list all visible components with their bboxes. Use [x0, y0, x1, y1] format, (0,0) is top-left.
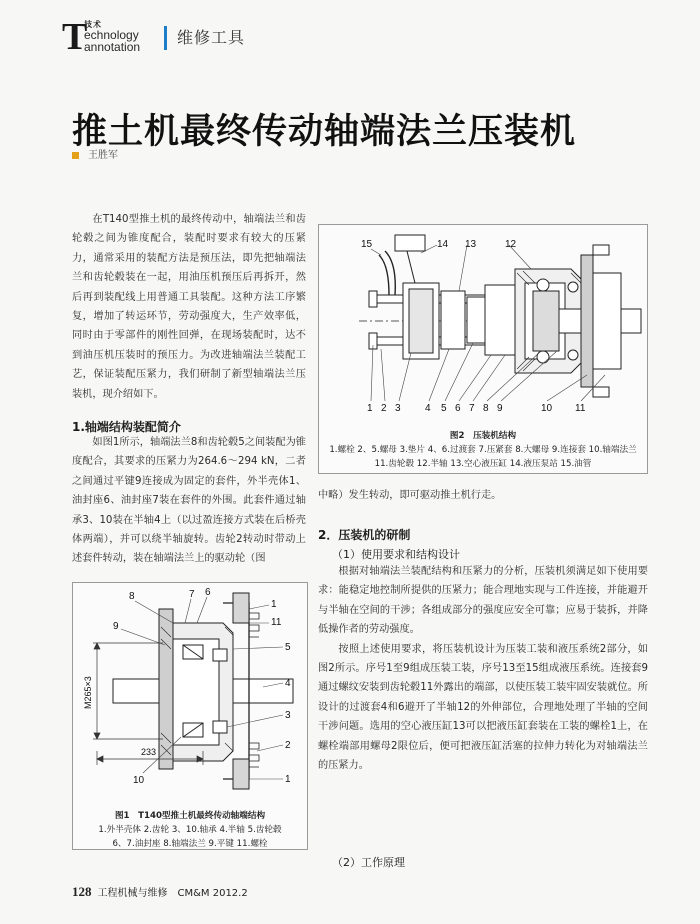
fig2-label-2: 2 [381, 403, 387, 414]
fig1-label-11: 11 [271, 617, 282, 628]
fig1-label-8: 8 [129, 591, 135, 602]
article-author [72, 146, 118, 161]
figure1-caption-line1: 1.外半壳体 2.齿轮 3、10.轴承 4.半轴 5.齿轮毂 [98, 825, 282, 835]
fig1-label-6: 6 [205, 587, 211, 598]
section1-heading: 1.轴端结构装配简介 [72, 420, 181, 434]
fig1-label-3: 3 [285, 710, 291, 721]
fig1-label-7: 7 [189, 589, 195, 600]
article-title: 推土机最终传动轴端法兰压装机 [72, 111, 577, 152]
figure2-drawing [319, 225, 645, 421]
fig2-label-9: 9 [497, 403, 503, 414]
fig2-label-3: 3 [395, 403, 401, 414]
fig1-label-10: 10 [133, 775, 145, 786]
fig1-dim-vertical: M265×3 [83, 676, 93, 709]
intro-paragraph [72, 210, 306, 404]
fig2-label-6: 6 [455, 403, 461, 414]
logo-line1: echnology [84, 28, 139, 42]
section2-heading: 2．压装机的研制 [318, 528, 411, 542]
fig2-label-11: 11 [575, 403, 586, 414]
header-logo [62, 17, 302, 57]
page-number: 128 [72, 884, 92, 899]
fig2-label-7: 7 [469, 403, 475, 414]
figure2-caption-line2: 11.齿轮毂 12.半轴 13.空心液压缸 14.液压泵站 15.油管 [374, 459, 592, 469]
section-name: 维修工具 [177, 28, 246, 47]
fig1-label-9: 9 [113, 621, 119, 632]
fig2-label-8: 8 [483, 403, 489, 414]
page-footer [72, 884, 248, 900]
fig1-label-1a: 1 [271, 599, 277, 610]
figure1-caption-title: 图1 T140型推土机最终传动轴端结构 [114, 811, 266, 821]
figure2-caption-title: 图2 压装机结构 [449, 431, 517, 441]
section2-subheading2: （2）工作原理 [332, 856, 405, 869]
logo-letter: T [62, 16, 88, 58]
fig2-label-10: 10 [541, 403, 553, 414]
logo-cn: 技术 [84, 20, 102, 29]
section2-paragraphs [318, 562, 648, 775]
figure1-drawing [73, 583, 305, 805]
fig2-label-4: 4 [425, 403, 431, 414]
fig2-label-1: 1 [367, 403, 373, 414]
intro-text: 在T140型推土机的最终传动中，轴端法兰和齿轮毂之间为锥度配合，装配时要求有较大的压紧力，通常采用的装配方法是预压法，即先把轴端法兰和齿轮毂装在一起，用油压机预压后再拆开，然后再到装配线上用普通工具装配。这种方法工序繁复，增加了转运环节，劳动强度大，生产效率低，同时由于零部件的刚性回弹，在现场装配时，达不到油压机压装时的预压力。为改进轴端法兰装配工艺，保证装配压紧力，我们研制了新型轴端法兰压装机，现介绍如下。 [72, 214, 306, 400]
fig1-label-4: 4 [285, 678, 291, 689]
section1-text: 如图1所示，轴端法兰8和齿轮毂5之间装配为锥度配合，其要求的压紧力为264.6～294 kN，二者之间通过平键9连接成为固定的套件，外半壳体1、油封座6、油封座7装在套件的外围。此套件通过轴承3、10装在半轴4上（以过盈连接方式装在后桥壳体两端），并可以绕半轴旋转。齿轮2转动时带动上述套件转动，装在轴端法兰上的驱动轮（图 [72, 437, 306, 565]
logo-divider [164, 26, 167, 50]
figure2-caption-line1: 1.螺栓 2、5.螺母 3.垫片 4、6.过渡套 7.压紧套 8.大螺母 9.连接套 10.轴端法兰 [329, 445, 637, 455]
section1-continued-text: 中略）发生转动，即可驱动推土机行走。 [318, 490, 502, 501]
figure1-caption [73, 809, 307, 851]
fig1-dim-horizontal: 233 [141, 747, 157, 757]
author-name: 王胜军 [88, 150, 118, 161]
figure1-box [72, 582, 308, 850]
author-marker [72, 152, 79, 159]
section1-continued [318, 486, 648, 505]
fig2-label-14: 14 [437, 239, 449, 250]
section1-paragraph [72, 433, 306, 569]
journal-name: 工程机械与维修 CM&M 2012.2 [97, 888, 248, 899]
fig1-label-1b: 1 [285, 774, 291, 785]
section2-p1: 根据对轴端法兰装配结构和压紧力的分析，压装机须满足如下使用要求：能稳定地控制所提供的压紧力；能合理地实现与工件连接，并能避开与半轴在空间的干涉；各组成部分的强度应安全可靠；应易于装拆，并降低操作者的劳动强度。 [318, 566, 648, 636]
fig2-label-13: 13 [465, 239, 477, 250]
figure2-caption [319, 429, 647, 471]
figure2-box [318, 224, 648, 474]
figure1-caption-line2: 6、7.油封座 8.轴端法兰 9.平键 11.螺栓 [112, 839, 268, 849]
fig1-label-5: 5 [285, 642, 291, 653]
section2-subheading1: （1）使用要求和结构设计 [332, 548, 460, 561]
section2-p2: 按照上述使用要求，将压装机设计为压装工装和液压系统2部分，如图2所示。序号1至9组成压装工装，序号13至15组成液压系统。连接套9通过螺纹安装到齿轮毂11外露出的端部，以使压装工装牢固安装就位。所设计的过渡套4和6避开了半轴12的外伸部位，合理地处理了半轴的空间干涉问题。选用的空心液压缸13可以把液压缸套装在工装的螺栓1上，在螺栓端部用螺母2限位后，便可把液压缸活塞的拉伸力转化为对轴端法兰的压紧力。 [318, 643, 648, 772]
fig2-label-12: 12 [505, 239, 517, 250]
fig2-label-15: 15 [361, 239, 373, 250]
fig2-label-5: 5 [441, 403, 447, 414]
logo-line2: annotation [84, 40, 141, 54]
fig1-label-2: 2 [285, 740, 291, 751]
